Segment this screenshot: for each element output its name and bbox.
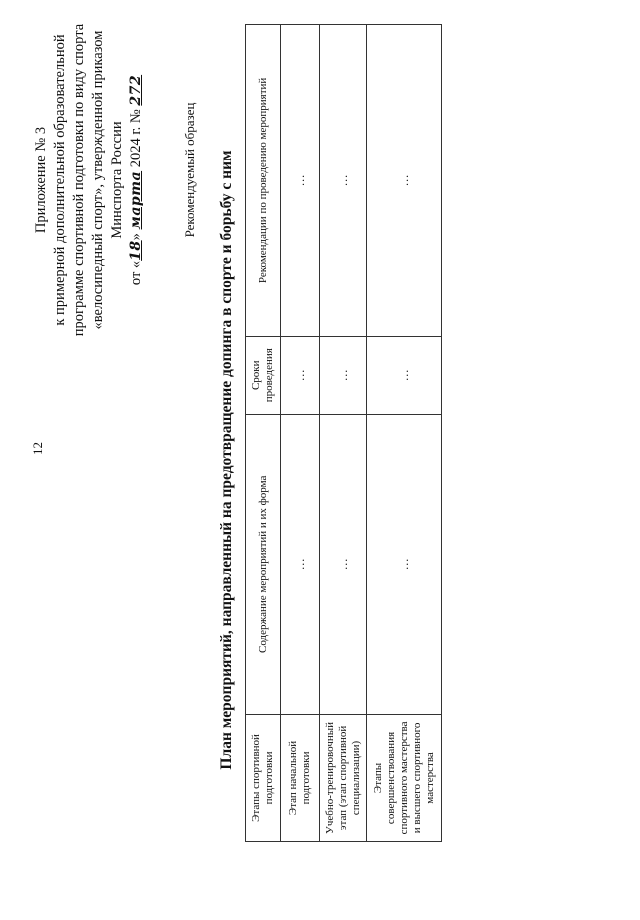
- annex-line-4: Минспорта России: [109, 121, 125, 239]
- cell-stage: Учебно-тренировочный этап (этап спортивной специализации): [320, 714, 367, 841]
- cell-content: …: [320, 414, 367, 714]
- date-year: 2024 г. №: [128, 105, 144, 171]
- annex-line-1: к примерной дополнительной образовательной: [52, 34, 68, 326]
- date-prefix: от «: [128, 260, 144, 286]
- cell-recommendations: …: [320, 25, 367, 337]
- header-recommendations: Рекомендации по проведению мероприятий: [246, 25, 281, 337]
- cell-recommendations: …: [281, 25, 320, 337]
- measures-plan-table: [245, 24, 442, 842]
- table-row: [281, 25, 320, 842]
- table-row: [320, 25, 367, 842]
- cell-terms: …: [320, 336, 367, 414]
- annex-line-3: «велосипедный спорт», утвержденной приказом: [90, 30, 106, 330]
- sample-note: Рекомендуемый образец: [182, 102, 197, 238]
- cell-terms: …: [281, 336, 320, 414]
- cell-content: …: [367, 414, 442, 714]
- annex-line-2: программе спортивной подготовки по виду спорта: [71, 23, 87, 337]
- annex-date-line: [127, 0, 146, 360]
- header-content: Содержание мероприятий и их форма: [246, 414, 281, 714]
- header-stages: Этапы спортивной подготовки: [246, 714, 281, 841]
- date-month-handwritten: марта: [128, 170, 144, 230]
- date-day-handwritten: 18: [128, 240, 144, 261]
- table-row: [367, 25, 442, 842]
- header-terms: Сроки проведения: [246, 336, 281, 414]
- order-number-handwritten: 272: [128, 74, 144, 106]
- cell-recommendations: …: [367, 25, 442, 337]
- page-number: 12: [30, 442, 45, 455]
- cell-stage: Этапы совершенствования спортивного мастерства и высшего спортивного мастерства: [367, 714, 442, 841]
- annex-header: [32, 0, 146, 360]
- table-header-row: [246, 25, 281, 842]
- cell-content: …: [281, 414, 320, 714]
- date-mid: »: [128, 229, 144, 241]
- annex-title: Приложение № 3: [33, 126, 49, 234]
- document-title: План мероприятий, направленный на предотвращение допинга в спорте и борьбу с ним: [218, 150, 235, 770]
- cell-stage: Этап начальной подготовки: [281, 714, 320, 841]
- cell-terms: …: [367, 336, 442, 414]
